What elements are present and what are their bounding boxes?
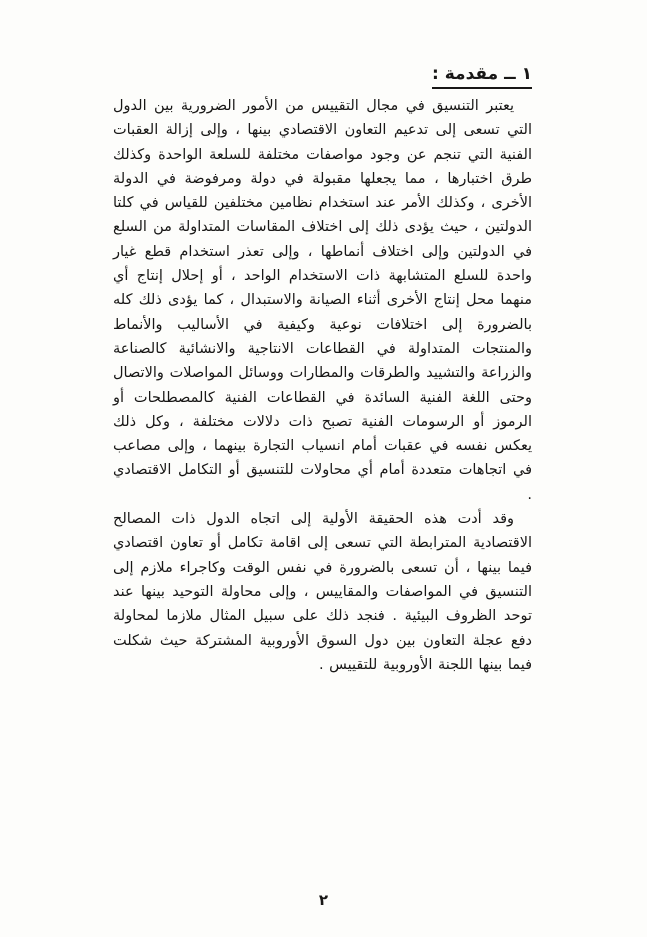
paragraph-2: وقد أدت هذه الحقيقة الأولية إلى اتجاه الدول ذات المصالح الاقتصادية المترابطة التي تسعى إلى اقامة تكامل أو تعاون اقتصادي فيما بينها ، أن تسعى بالضرورة في نفس الوقت وكاجراء ملازم إلى التنسيق في المواصفات والمقاييس ، وإلى محاولة التوحيد بينها عند توحد الظروف البيئية . فنجد ذلك على سبيل المثال ملازما لمحاولة دفع عجلة التعاون بين دول السوق الأوروبية المشتركة حيث شكلت فيما بينها اللجنة الأوروبية للتقييس . [113,511,532,673]
body-text [113,94,532,677]
page-number: ٢ [318,891,329,909]
section-heading: ١ ــ مقدمة : [432,64,532,89]
paragraph-1: يعتبر التنسيق في مجال التقييس من الأمور الضرورية بين الدول التي تسعى إلى تدعيم التعاون الاقتصادي بينها ، وإلى إزالة العقبات الفنية التي تنجم عن وجود مواصفات مختلفة للسلعة الواحدة وكذلك طرق اختبارها ، مما يجعلها مقبولة في دولة ومرفوضة في الدولة الأخرى ، وكذلك الأمر عند استخدام نظامين مختلفين للقياس في كلتا الدولتين ، حيث يؤدى ذلك إلى اختلاف المقاسات المتداولة من السلع في الدولتين وإلى اختلاف أنماطها ، وإلى تعذر استخدام قطع غيار واحدة للسلع المتشابهة ذات الاستخدام الواحد ، أو إحلال إنتاج أي منهما محل إنتاج الأخرى أثناء الصيانة والاستبدال ، كما يؤدى ذلك كله بالضرورة إلى اختلافات نوعية وكيفية في الأساليب والأنماط والمنتجات المتداولة في القطاعات الانتاجية والانشائية كالصناعة والزراعة والتشييد والطرقات والمطارات ووسائل المواصلات والاتصال وحتى اللغة الفنية السائدة في القطاعات الفنية كالمصطلحات أو الرموز أو الرسومات الفنية تصبح ذات دلالات مختلفة ، وكل ذلك يعكس نفسه في عقبات أمام انسياب التجارة بينهما ، وإلى مصاعب في اتجاهات متعددة أمام أي محاولات للتنسيق أو التكامل الاقتصادي . [113,98,532,503]
